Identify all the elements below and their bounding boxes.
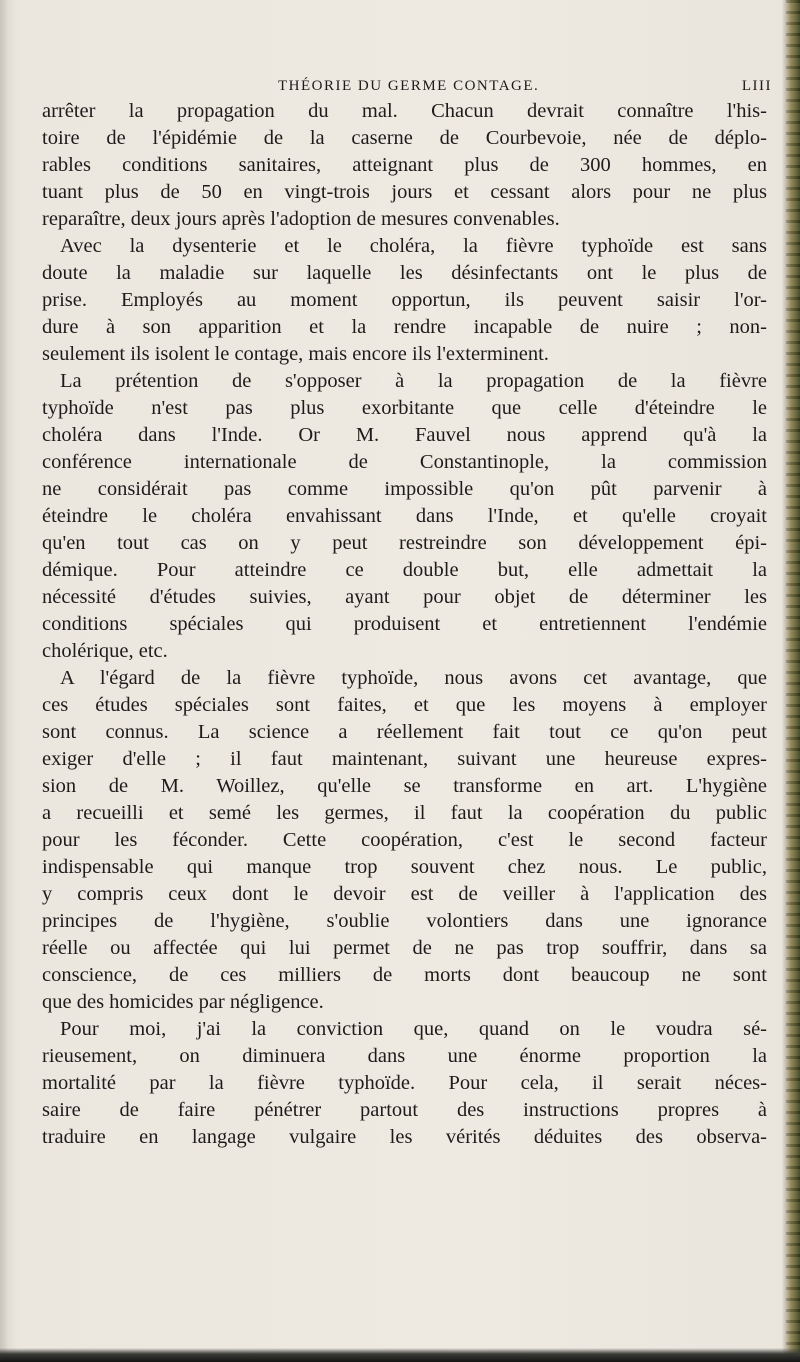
text-line: dure à son apparition et la rendre incapable de nuire ; non- bbox=[42, 316, 767, 338]
text-line: conscience, de ces milliers de morts dont beaucoup ne sont bbox=[42, 964, 767, 986]
text-line: ces études spéciales sont faites, et que les moyens à employer bbox=[42, 694, 767, 716]
text-line: traduire en langage vulgaire les vérités déduites des observa- bbox=[42, 1126, 767, 1148]
text-line: indispensable qui manque trop souvent chez nous. Le public, bbox=[42, 856, 767, 878]
text-line: qu'en tout cas on y peut restreindre son développement épi- bbox=[42, 532, 767, 554]
text-line: éteindre le choléra envahissant dans l'Inde, et qu'elle croyait bbox=[42, 505, 767, 527]
page-fore-edge bbox=[782, 0, 800, 1362]
text-line: conférence internationale de Constantinople, la commission bbox=[42, 451, 767, 473]
text-line: sont connus. La science a réellement fait tout ce qu'on peut bbox=[42, 721, 767, 743]
text-line: conditions spéciales qui produisent et entretiennent l'endémie bbox=[42, 613, 767, 635]
page-header bbox=[278, 78, 780, 98]
text-line: saire de faire pénétrer partout des instructions propres à bbox=[42, 1099, 767, 1121]
text-line: A l'égard de la fièvre typhoïde, nous avons cet avantage, que bbox=[60, 667, 767, 689]
page-gutter-shadow bbox=[0, 0, 8, 1362]
text-line: doute la maladie sur laquelle les désinfectants ont le plus de bbox=[42, 262, 767, 284]
text-line: exiger d'elle ; il faut maintenant, suivant une heureuse expres- bbox=[42, 748, 767, 770]
text-line: seulement ils isolent le contage, mais encore ils l'exterminent. bbox=[42, 343, 549, 365]
text-line: pour les féconder. Cette coopération, c'est le second facteur bbox=[42, 829, 767, 851]
text-line: mortalité par la fièvre typhoïde. Pour cela, il serait néces- bbox=[42, 1072, 767, 1094]
text-line: prise. Employés au moment opportun, ils peuvent saisir l'or- bbox=[42, 289, 767, 311]
body-text bbox=[42, 98, 767, 1151]
text-line: rieusement, on diminuera dans une énorme proportion la bbox=[42, 1045, 767, 1067]
running-title: THÉORIE DU GERME CONTAGE. bbox=[278, 78, 540, 94]
text-line: nécessité d'études suivies, ayant pour objet de déterminer les bbox=[42, 586, 767, 608]
text-line: principes de l'hygiène, s'oublie volontiers dans une ignorance bbox=[42, 910, 767, 932]
text-line: arrêter la propagation du mal. Chacun devrait connaître l'his- bbox=[42, 100, 767, 122]
text-line: sion de M. Woillez, qu'elle se transforme en art. L'hygiène bbox=[42, 775, 767, 797]
text-line: typhoïde n'est pas plus exorbitante que celle d'éteindre le bbox=[42, 397, 767, 419]
text-line: y compris ceux dont le devoir est de veiller à l'application des bbox=[42, 883, 767, 905]
text-line: rables conditions sanitaires, atteignant plus de 300 hommes, en bbox=[42, 154, 767, 176]
text-line: que des homicides par négligence. bbox=[42, 991, 324, 1013]
text-line: réelle ou affectée qui lui permet de ne pas trop souffrir, dans sa bbox=[42, 937, 767, 959]
text-line: choléra dans l'Inde. Or M. Fauvel nous apprend qu'à la bbox=[42, 424, 767, 446]
page-number: LIII bbox=[741, 78, 772, 94]
text-line: La prétention de s'opposer à la propagation de la fièvre bbox=[60, 370, 767, 392]
text-line: a recueilli et semé les germes, il faut la coopération du public bbox=[42, 802, 767, 824]
text-line: ne considérait pas comme impossible qu'on pût parvenir à bbox=[42, 478, 767, 500]
text-line: tuant plus de 50 en vingt-trois jours et cessant alors pour ne plus bbox=[42, 181, 767, 203]
text-line: cholérique, etc. bbox=[42, 640, 168, 662]
text-line: toire de l'épidémie de la caserne de Courbevoie, née de déplo- bbox=[42, 127, 767, 149]
text-line: Avec la dysenterie et le choléra, la fièvre typhoïde est sans bbox=[60, 235, 767, 257]
text-line: Pour moi, j'ai la conviction que, quand on le voudra sé- bbox=[60, 1018, 767, 1040]
text-line: démique. Pour atteindre ce double but, elle admettait la bbox=[42, 559, 767, 581]
text-line: reparaître, deux jours après l'adoption de mesures convenables. bbox=[42, 208, 560, 230]
page-bottom-edge bbox=[0, 1348, 800, 1362]
